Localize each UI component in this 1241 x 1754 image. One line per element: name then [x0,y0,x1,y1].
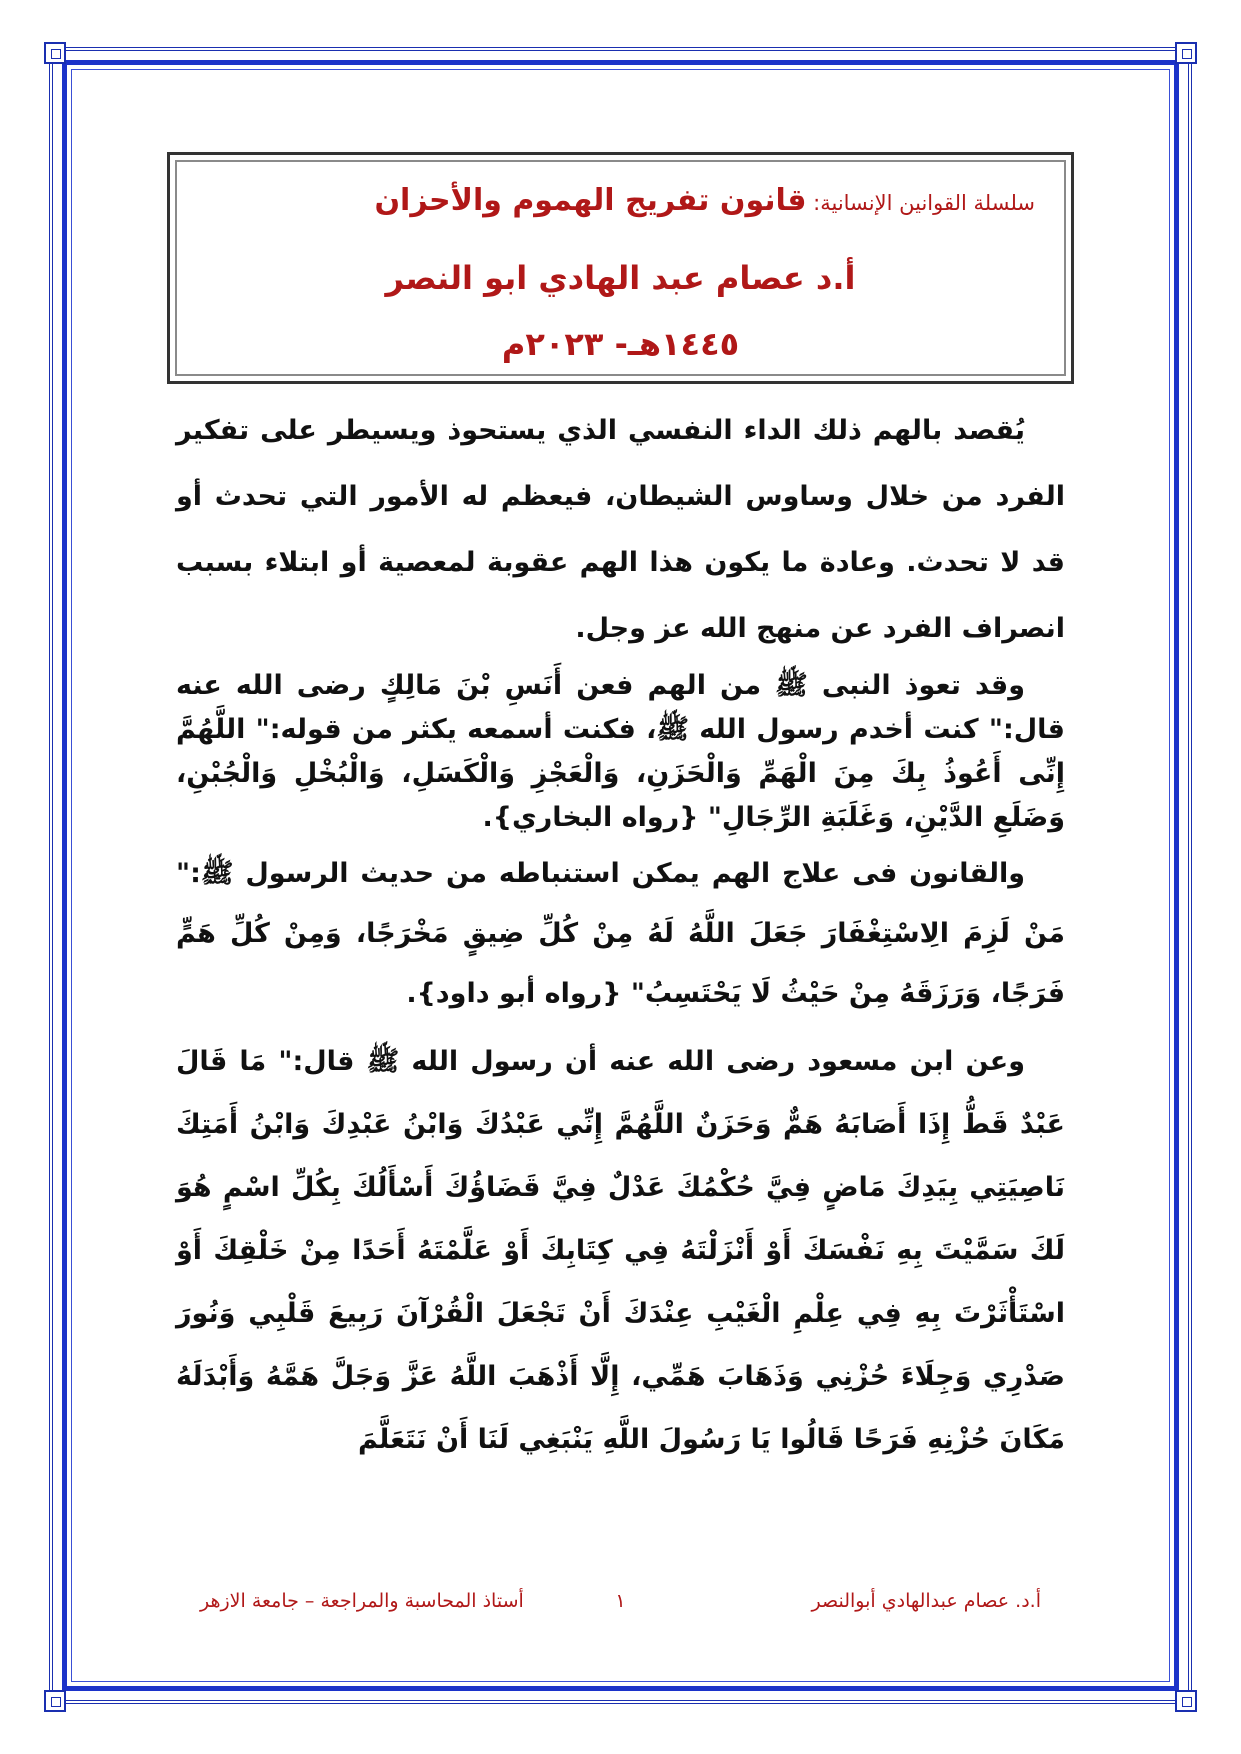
border-corner-ornament [44,1690,66,1712]
author-name: أ.د عصام عبد الهادي ابو النصر [385,259,856,297]
page-footer [200,1590,1041,1620]
paragraph-hadith-anas: وقد تعوذ النبى ﷺ من الهم فعن أَنَسِ بْنَ مَالِكٍ رضى الله عنه قال:" كنت أخدم رسول الله ﷺ، فكنت أسمعه يكثر من قوله:" اللَّهُمَّ إِنِّى أَعُوذُ بِكَ مِنَ الْهَمِّ وَالْحَزَنِ، وَالْعَجْزِ وَالْكَسَلِ، وَالْبُخْلِ وَالْجُبْنِ، وَضَلَعِ الدَّيْنِ، وَغَلَبَةِ الرِّجَالِ" {رواه البخاري}. [176,670,1065,833]
footer-author: أ.د. عصام عبدالهادي أبوالنصر [811,1590,1041,1612]
page-number: ١ [615,1590,626,1612]
paragraph-law-istighfar: والقانون فى علاج الهم يمكن استنباطه من حديث الرسول ﷺ:" مَنْ لَزِمَ الِاسْتِغْفَارَ جَعَلَ اللَّهُ لَهُ مِنْ كُلِّ ضِيقٍ مَخْرَجًا، وَمِنْ كُلِّ هَمٍّ فَرَجًا، وَرَزَقَهُ مِنْ حَيْثُ لَا يَحْتَسِبُ" {رواه أبو داود}. [176,858,1065,1009]
series-title-line [190,183,1035,218]
title-box [167,152,1074,384]
document-body [176,398,1065,1574]
footer-affiliation: أستاذ المحاسبة والمراجعة – جامعة الازهر [200,1590,524,1612]
paragraph-definition: يُقصد بالهم ذلك الداء النفسي الذي يستحوذ ويسيطر على تفكير الفرد من خلال وساوس الشيطان، فيعظم له الأمور التي تحدث أو قد لا تحدث. وعادة ما يكون هذا الهم عقوبة لمعصية أو ابتلاء بسبب انصراف الفرد عن منهج الله عز وجل. [176,415,1065,644]
series-label: سلسلة القوانين الإنسانية: [806,191,1035,215]
border-corner-ornament [1175,1690,1197,1712]
document-title: قانون تفريج الهموم والأحزان [374,183,807,218]
border-corner-ornament [44,42,66,64]
border-corner-ornament [1175,42,1197,64]
paragraph-hadith-ibn-masud: وعن ابن مسعود رضى الله عنه أن رسول الله ﷺ قال:" مَا قَالَ عَبْدٌ قَطُّ إِذَا أَصَابَهُ هَمٌّ وَحَزَنٌ اللَّهُمَّ إِنِّي عَبْدُكَ وَابْنُ عَبْدِكَ وَابْنُ أَمَتِكَ نَاصِيَتِي بِيَدِكَ مَاضٍ فِيَّ حُكْمُكَ عَدْلٌ فِيَّ قَضَاؤُكَ أَسْأَلُكَ بِكُلِّ اسْمٍ هُوَ لَكَ سَمَّيْتَ بِهِ نَفْسَكَ أَوْ أَنْزَلْتَهُ فِي كِتَابِكَ أَوْ عَلَّمْتَهُ أَحَدًا مِنْ خَلْقِكَ أَوْ اسْتَأْثَرْتَ بِهِ فِي عِلْمِ الْغَيْبِ عِنْدَكَ أَنْ تَجْعَلَ الْقُرْآنَ رَبِيعَ قَلْبِي وَنُورَ صَدْرِي وَجِلَاءَ حُزْنِي وَذَهَابَ هَمِّي، إِلَّا أَذْهَبَ اللَّهُ عَزَّ وَجَلَّ هَمَّهُ وَأَبْدَلَهُ مَكَانَ حُزْنِهِ فَرَحًا قَالُوا يَا رَسُولَ اللَّهِ يَنْبَغِي لَنَا أَنْ نَتَعَلَّمَ [176,1046,1065,1455]
document-date: ١٤٤٥هـ- ٢٠٢٣م [501,325,740,363]
